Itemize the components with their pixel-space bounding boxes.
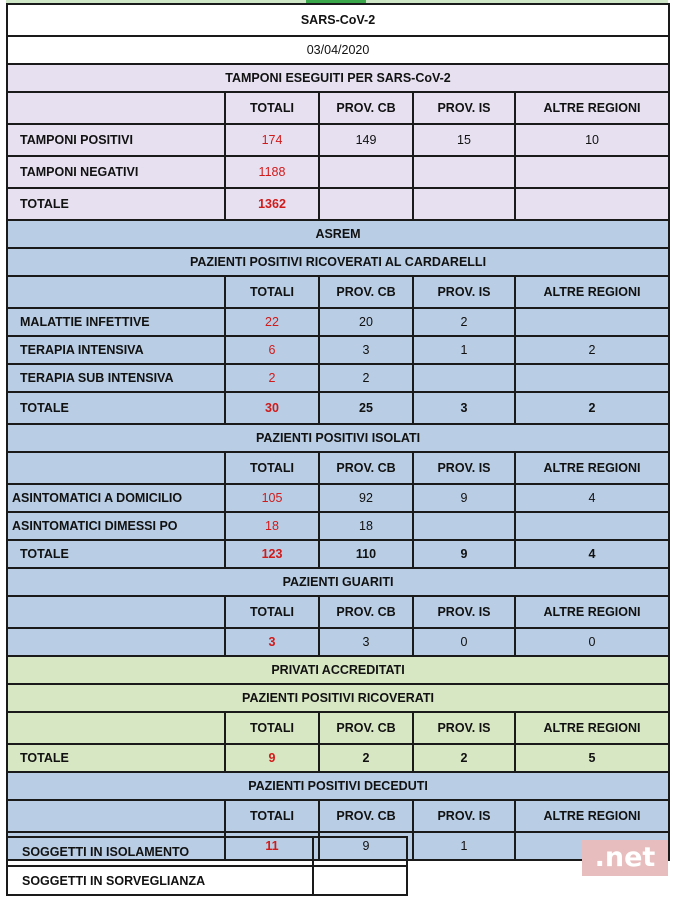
- cell-prov-cb: 9: [319, 832, 413, 860]
- table-row: [7, 308, 669, 336]
- isolamento-label: SOGGETTI IN ISOLAMENTO: [7, 837, 313, 866]
- cell-prov-is: 9: [413, 540, 515, 568]
- table-row: [7, 392, 669, 424]
- tamponi-header: TAMPONI ESEGUITI PER SARS-CoV-2: [7, 64, 669, 92]
- row-label: TOTALE: [7, 188, 225, 220]
- guariti-header: PAZIENTI GUARITI: [7, 568, 669, 596]
- col-prov-is: PROV. IS: [413, 800, 515, 832]
- col-prov-is: PROV. IS: [413, 276, 515, 308]
- col-prov-cb: PROV. CB: [319, 596, 413, 628]
- isolati-header: PAZIENTI POSITIVI ISOLATI: [7, 424, 669, 452]
- cell-prov-cb: [319, 188, 413, 220]
- cell-prov-is: 3: [413, 392, 515, 424]
- row-label: TAMPONI POSITIVI: [7, 124, 225, 156]
- sorveglianza-value: [313, 866, 407, 895]
- cell-totali: 18: [225, 512, 319, 540]
- col-totali: TOTALI: [225, 596, 319, 628]
- cell-prov-cb: 110: [319, 540, 413, 568]
- table-row: [7, 628, 669, 656]
- cell-prov-is: [413, 512, 515, 540]
- col-prov-is: PROV. IS: [413, 712, 515, 744]
- ricoverati-cardarelli-header: PAZIENTI POSITIVI RICOVERATI AL CARDARELLI: [7, 248, 669, 276]
- col-prov-is: PROV. IS: [413, 452, 515, 484]
- col-altre-regioni: ALTRE REGIONI: [515, 276, 669, 308]
- row-label: TAMPONI NEGATIVI: [7, 156, 225, 188]
- column-header-row: [7, 92, 669, 124]
- row-label: ASINTOMATICI A DOMICILIO: [7, 484, 225, 512]
- row-label: ASINTOMATICI DIMESSI PO: [7, 512, 225, 540]
- row-label: MALATTIE INFETTIVE: [7, 308, 225, 336]
- row-label: TERAPIA SUB INTENSIVA: [7, 364, 225, 392]
- cell-prov-cb: 3: [319, 628, 413, 656]
- cell-prov-is: [413, 364, 515, 392]
- privati-section-title: PRIVATI ACCREDITATI: [7, 656, 669, 684]
- cell-prov-is: [413, 156, 515, 188]
- table-row: [7, 156, 669, 188]
- cell-totali: 123: [225, 540, 319, 568]
- col-prov-cb: PROV. CB: [319, 276, 413, 308]
- row-label: TOTALE: [7, 392, 225, 424]
- col-totali: TOTALI: [225, 800, 319, 832]
- cell-totali: 9: [225, 744, 319, 772]
- col-totali: TOTALI: [225, 712, 319, 744]
- privati-ricoverati-header: PAZIENTI POSITIVI RICOVERATI: [7, 684, 669, 712]
- cell-prov-is: 1: [413, 336, 515, 364]
- table-row: [7, 866, 407, 895]
- cell-totali: 6: [225, 336, 319, 364]
- column-header-row: [7, 596, 669, 628]
- col-prov-is: PROV. IS: [413, 92, 515, 124]
- table-row: [7, 124, 669, 156]
- asrem-section-title: ASREM: [7, 220, 669, 248]
- cell-altre: [515, 308, 669, 336]
- cell-prov-is: 1: [413, 832, 515, 860]
- col-totali: TOTALI: [225, 92, 319, 124]
- cell-altre: 10: [515, 124, 669, 156]
- table-row: [7, 188, 669, 220]
- cell-prov-is: 2: [413, 744, 515, 772]
- cell-prov-cb: 25: [319, 392, 413, 424]
- col-totali: TOTALI: [225, 452, 319, 484]
- row-label: TERAPIA INTENSIVA: [7, 336, 225, 364]
- cell-totali: 11: [225, 832, 319, 860]
- row-label: TOTALE: [7, 744, 225, 772]
- col-altre-regioni: ALTRE REGIONI: [515, 92, 669, 124]
- row-label: [7, 628, 225, 656]
- col-altre-regioni: ALTRE REGIONI: [515, 800, 669, 832]
- table-row: [7, 512, 669, 540]
- cell-altre: 2: [515, 392, 669, 424]
- table-row: [7, 484, 669, 512]
- table-row: [7, 336, 669, 364]
- cell-prov-cb: 2: [319, 744, 413, 772]
- column-header-row: [7, 452, 669, 484]
- report-title: SARS-CoV-2: [7, 4, 669, 36]
- cell-totali: 2: [225, 364, 319, 392]
- cell-prov-cb: [319, 156, 413, 188]
- covid-report-table: [6, 3, 670, 861]
- col-prov-cb: PROV. CB: [319, 92, 413, 124]
- isolamento-value: [313, 837, 407, 866]
- cell-totali: 3: [225, 628, 319, 656]
- col-altre-regioni: ALTRE REGIONI: [515, 452, 669, 484]
- cell-prov-cb: 20: [319, 308, 413, 336]
- cell-prov-cb: 92: [319, 484, 413, 512]
- cell-totali: 1362: [225, 188, 319, 220]
- column-header-row: [7, 276, 669, 308]
- table-row: [7, 364, 669, 392]
- col-prov-cb: PROV. CB: [319, 452, 413, 484]
- table-row: [7, 837, 407, 866]
- column-header-row: [7, 800, 669, 832]
- cell-prov-is: [413, 188, 515, 220]
- table-row: [7, 540, 669, 568]
- cell-totali: 1188: [225, 156, 319, 188]
- cell-totali: 30: [225, 392, 319, 424]
- cell-altre: 0: [515, 628, 669, 656]
- cell-altre: 2: [515, 336, 669, 364]
- cell-prov-is: 2: [413, 308, 515, 336]
- watermark-logo: .net: [582, 840, 668, 876]
- col-prov-is: PROV. IS: [413, 596, 515, 628]
- cell-totali: 105: [225, 484, 319, 512]
- cell-altre: [515, 188, 669, 220]
- cell-altre: [515, 364, 669, 392]
- column-header-row: [7, 712, 669, 744]
- cell-prov-cb: 149: [319, 124, 413, 156]
- cell-prov-is: 0: [413, 628, 515, 656]
- cell-altre: 4: [515, 540, 669, 568]
- table-row: [7, 744, 669, 772]
- cell-altre: 4: [515, 484, 669, 512]
- col-prov-cb: PROV. CB: [319, 800, 413, 832]
- col-prov-cb: PROV. CB: [319, 712, 413, 744]
- deceduti-header: PAZIENTI POSITIVI DECEDUTI: [7, 772, 669, 800]
- cell-altre: [515, 156, 669, 188]
- cell-prov-cb: 2: [319, 364, 413, 392]
- cell-altre: [515, 512, 669, 540]
- cell-prov-cb: 3: [319, 336, 413, 364]
- soggetti-table: [6, 836, 408, 896]
- cell-altre: 5: [515, 744, 669, 772]
- col-altre-regioni: ALTRE REGIONI: [515, 596, 669, 628]
- cell-totali: 22: [225, 308, 319, 336]
- cell-totali: 174: [225, 124, 319, 156]
- sorveglianza-label: SOGGETTI IN SORVEGLIANZA: [7, 866, 313, 895]
- report-date: 03/04/2020: [7, 36, 669, 64]
- cell-prov-cb: 18: [319, 512, 413, 540]
- col-altre-regioni: ALTRE REGIONI: [515, 712, 669, 744]
- col-totali: TOTALI: [225, 276, 319, 308]
- cell-prov-is: 9: [413, 484, 515, 512]
- cell-prov-is: 15: [413, 124, 515, 156]
- row-label: TOTALE: [7, 540, 225, 568]
